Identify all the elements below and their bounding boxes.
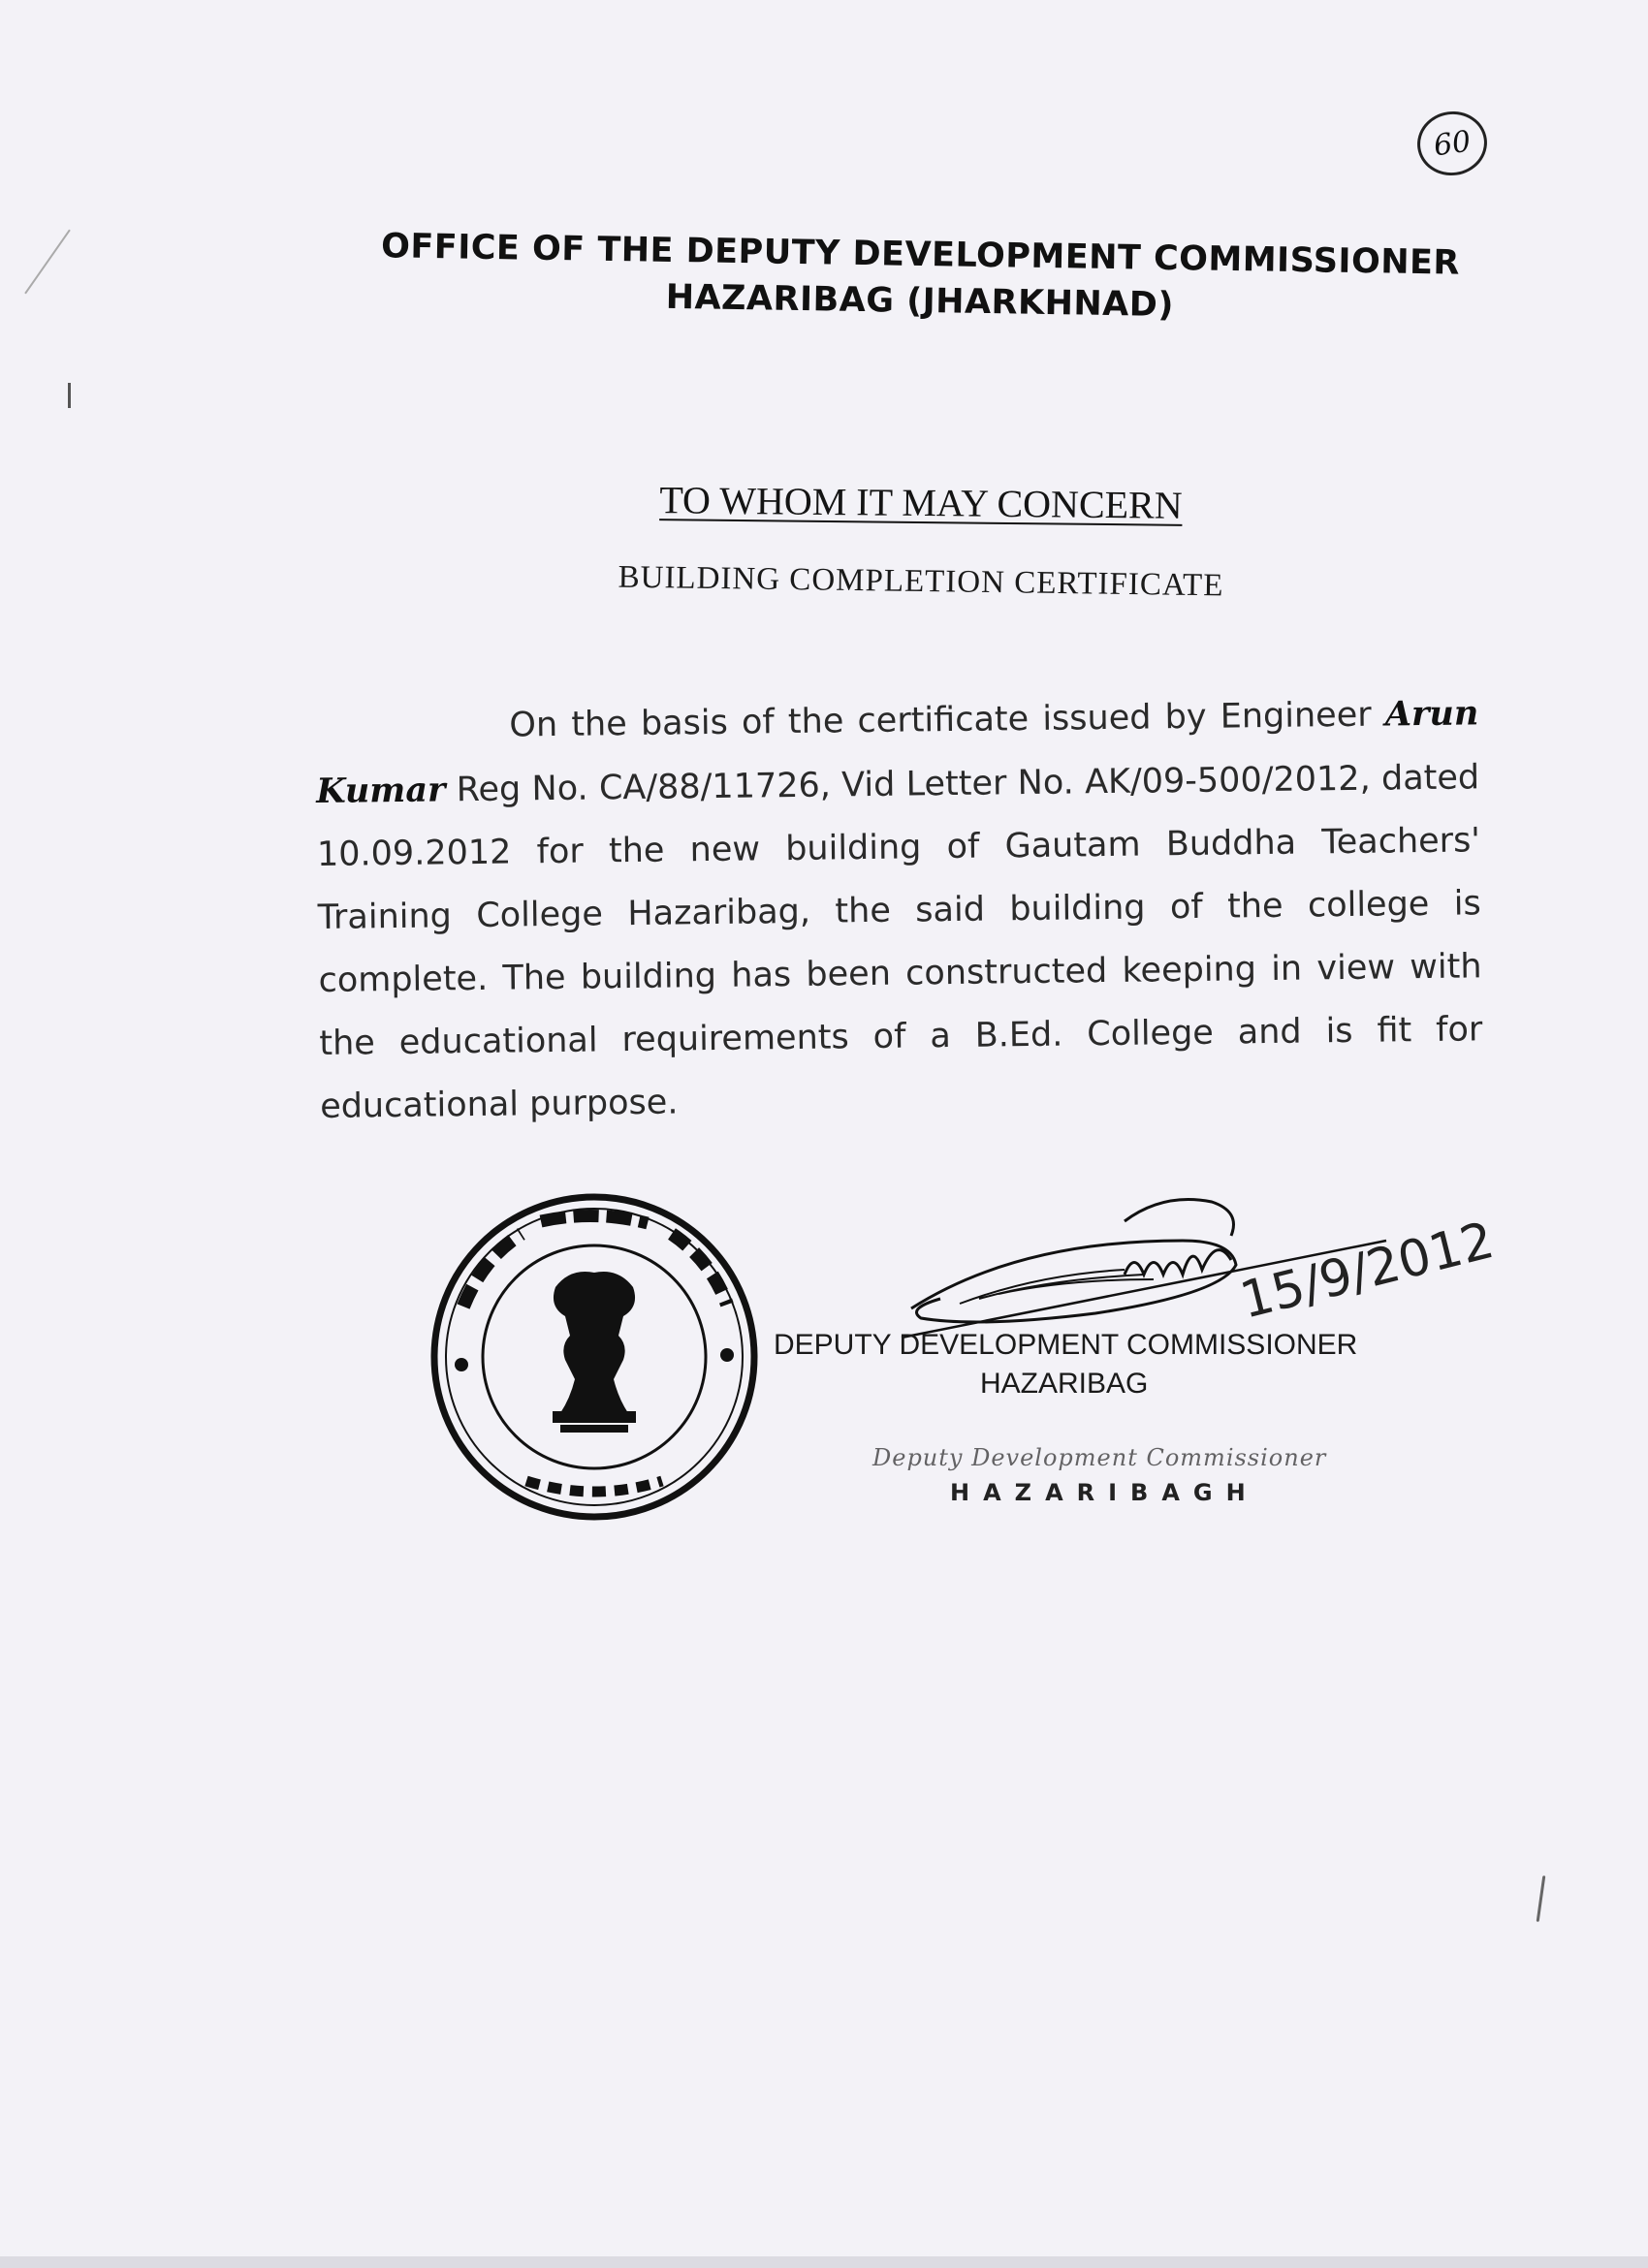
certificate-body	[315, 681, 1483, 1139]
margin-mark	[24, 230, 71, 295]
signatory-title	[774, 1326, 1394, 1403]
page-number-text: 60	[1431, 124, 1474, 163]
body-text-after: Reg No. CA/88/11726, Vid Letter No. AK/09-500/2012, dated 10.09.2012 for the new building of Gautam Buddha Teachers' Training College Hazaribag, the said building of the college is complete. The building has been constructed keeping in view with the educational requirements of a B.Ed. College and is fit for educational purpose.	[316, 758, 1483, 1126]
office-stamp-line1: Deputy Development Commissioner	[872, 1444, 1327, 1471]
engineer-name: Arun Kumar	[315, 693, 1479, 811]
office-stamp	[872, 1444, 1415, 1506]
document-subheading: BUILDING COMPLETION CERTIFICATE	[618, 559, 1224, 604]
document-heading: TO WHOM IT MAY CONCERN	[659, 478, 1183, 527]
signatory-title-line2: HAZARIBAG	[980, 1368, 1149, 1400]
page-number	[1413, 107, 1491, 179]
signatory-title-line1: DEPUTY DEVELOPMENT COMMISSIONER	[774, 1329, 1358, 1361]
margin-mark	[68, 383, 71, 408]
official-seal-icon	[425, 1190, 764, 1525]
margin-mark	[1537, 1875, 1546, 1922]
page-bottom-edge	[0, 2256, 1648, 2268]
office-stamp-line2: HAZARIBAGH	[950, 1479, 1259, 1506]
signature-date: 15/9/2012	[1234, 1211, 1500, 1331]
body-text-before: On the basis of the certificate issued by Engineer	[509, 695, 1386, 745]
office-header	[366, 223, 1473, 333]
office-header-line1: OFFICE OF THE DEPUTY DEVELOPMENT COMMISSIONER	[380, 227, 1461, 283]
office-header-line2: HAZARIBAG (JHARKHNAD)	[665, 277, 1175, 326]
